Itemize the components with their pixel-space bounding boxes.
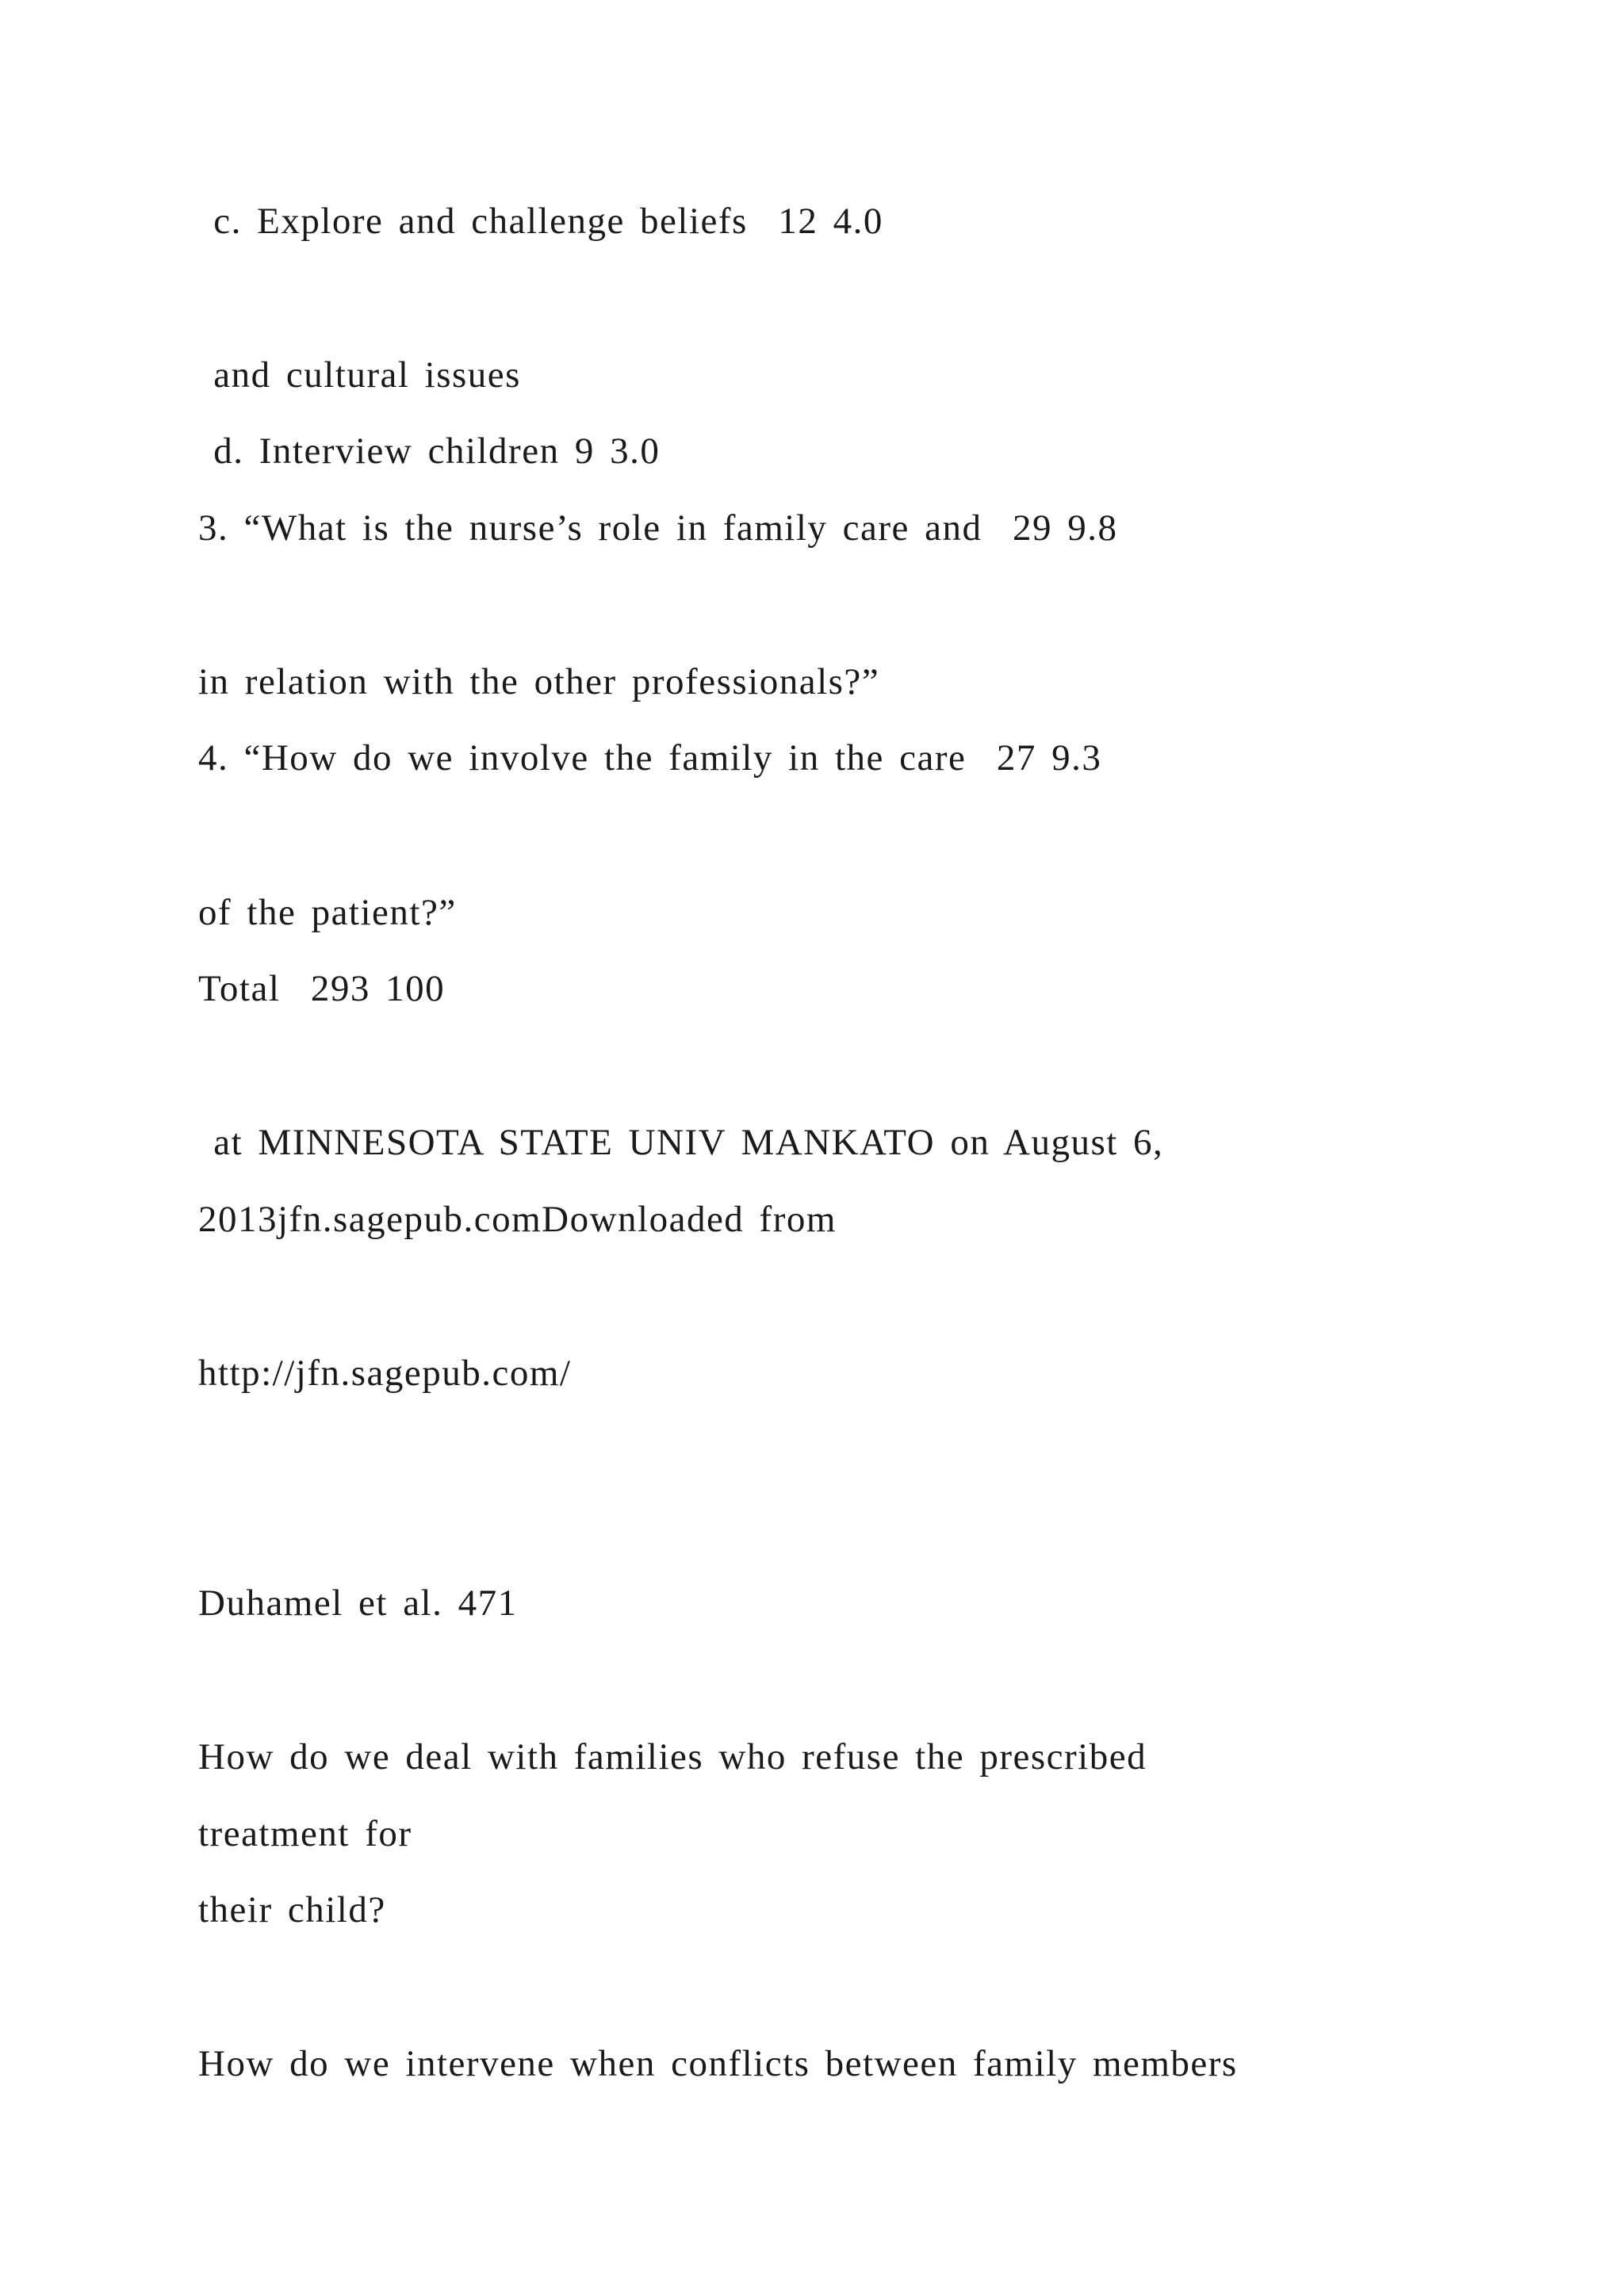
table-row-interview-children: d. Interview children 9 3.0 <box>198 430 661 472</box>
table-row-nurse-role-cont: in relation with the other professionals?” <box>198 661 880 702</box>
running-header: Duhamel et al. 471 <box>198 1582 518 1624</box>
table-row-total: Total 293 100 <box>198 968 446 1009</box>
question-refuse-treatment-cont: treatment for <box>198 1813 412 1854</box>
table-row-involve-family-cont: of the patient?” <box>198 892 457 933</box>
table-row-explore-beliefs: c. Explore and challenge beliefs 12 4.0 <box>198 201 883 242</box>
table-row-cultural-issues: and cultural issues <box>198 354 521 396</box>
question-refuse-treatment-end: their child? <box>198 1889 386 1931</box>
source-url: http://jfn.sagepub.com/ <box>198 1353 572 1394</box>
table-row-involve-family: 4. “How do we involve the family in the care 27 9.3 <box>198 737 1102 779</box>
download-notice: at MINNESOTA STATE UNIV MANKATO on August 6, <box>198 1122 1164 1163</box>
download-notice-cont: 2013jfn.sagepub.comDownloaded from <box>198 1199 837 1240</box>
question-refuse-treatment: How do we deal with families who refuse the prescribed <box>198 1736 1147 1777</box>
table-row-nurse-role: 3. “What is the nurse’s role in family care and 29 9.8 <box>198 507 1118 549</box>
question-conflicts: How do we intervene when conflicts between family members <box>198 2043 1238 2084</box>
